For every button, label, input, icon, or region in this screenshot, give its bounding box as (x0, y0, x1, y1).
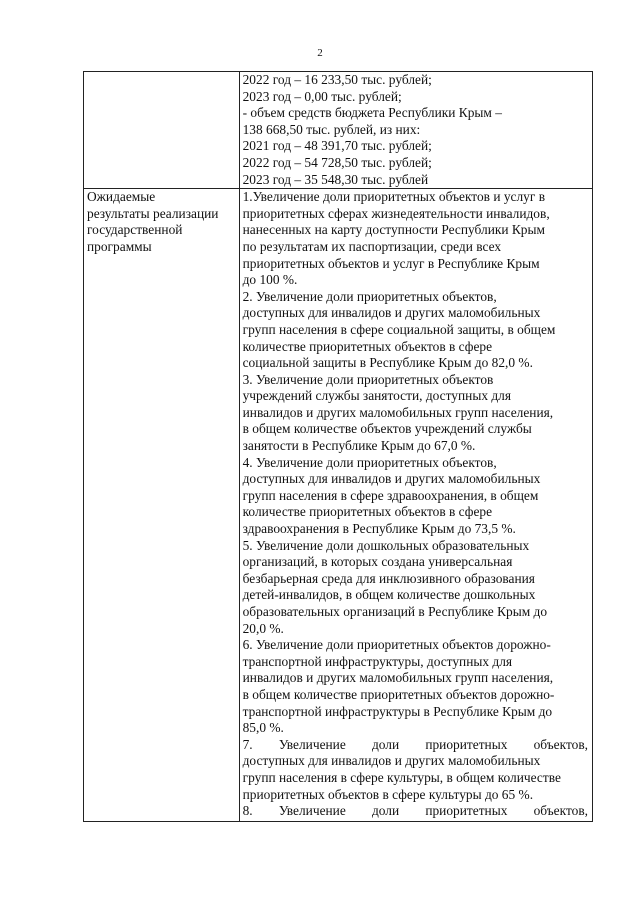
financing-line: 2021 год – 48 391,70 тыс. рублей; (242, 138, 432, 154)
table-row-financing (84, 72, 593, 189)
result-line: групп населения в сфере культуры, в общем количестве (242, 769, 561, 785)
result-line: учреждений службы занятости, доступных для (242, 388, 512, 404)
financing-line: 2022 год – 54 728,50 тыс. рублей; (242, 154, 432, 170)
result-line: 85,0 %. (242, 720, 284, 736)
result-line: нанесенных на карту доступности Республики Крым (242, 222, 545, 238)
result-line: 6. Увеличение доли приоритетных объектов дорожно- (242, 637, 551, 653)
result-line: групп населения в сфере социальной защиты, в общем (242, 321, 556, 337)
label-line: Ожидаемые (87, 189, 156, 205)
result-line: транспортной инфраструктуры в Республике Крым до (242, 703, 553, 719)
result-line: количестве приоритетных объектов в сфере (242, 338, 493, 354)
result-line: 4. Увеличение доли приоритетных объектов, (242, 454, 497, 470)
result-line: доступных для инвалидов и других маломобильных (242, 305, 541, 321)
page-number: 2 (317, 47, 323, 59)
result-line: инвалидов и других маломобильных групп населения, (242, 404, 554, 420)
financing-cell (239, 72, 592, 189)
result-line: в общем количестве объектов учреждений службы (242, 421, 532, 437)
label-line: программы (87, 238, 152, 254)
result-line: образовательных организаций в Республике Крым до (242, 604, 548, 619)
financing-line: 2022 год – 16 233,50 тыс. рублей; (242, 72, 432, 87)
result-line: организаций, в которых создана универсальная (242, 554, 513, 570)
result-line: доступных для инвалидов и других маломобильных (242, 753, 541, 769)
result-line: 5. Увеличение доли дошкольных образовательных (242, 537, 530, 553)
result-line: приоритетных объектов и услуг в Республике Крым (242, 255, 540, 271)
result-line: по результатам их паспортизации, среди всех (242, 238, 502, 254)
row-label-empty (84, 72, 240, 189)
result-line: безбарьерная среда для инклюзивного образования (242, 570, 535, 586)
result-line: 3. Увеличение доли приоритетных объектов (242, 371, 494, 387)
result-line: здравоохранения в Республике Крым до 73,5 %. (242, 521, 516, 537)
result-line: детей-инвалидов, в общем количестве дошкольных (242, 587, 536, 603)
result-line: транспортной инфраструктуры, доступных для (242, 653, 513, 669)
result-line: групп населения в сфере здравоохранения, в общем (242, 487, 539, 503)
result-line: инвалидов и других маломобильных групп населения, (242, 670, 554, 686)
result-line: 2. Увеличение доли приоритетных объектов, (242, 288, 497, 304)
financing-line: 138 668,50 тыс. рублей, из них: (242, 121, 421, 137)
result-line: занятости в Республике Крым до 67,0 %. (242, 438, 476, 454)
result-line: 1.Увеличение доли приоритетных объектов и услуг в (242, 189, 546, 205)
result-line: доступных для инвалидов и других маломобильных (242, 471, 541, 487)
result-line: приоритетных сферах жизнедеятельности инвалидов, (242, 205, 550, 221)
financing-line: 2023 год – 35 548,30 тыс. рублей (242, 171, 429, 187)
expected-results-label (84, 189, 240, 822)
financing-line: 2023 год – 0,00 тыс. рублей; (242, 88, 402, 104)
result-line: количестве приоритетных объектов в сфере (242, 504, 493, 520)
result-line: социальной защиты в Республике Крым до 82,0 %. (242, 355, 533, 371)
result-line: 20,0 %. (242, 620, 284, 636)
result-line: приоритетных объектов в сфере культуры до 65 %. (242, 786, 534, 802)
result-line: 8. Увеличение доли приоритетных объектов, (242, 803, 588, 819)
result-line: до 100 %. (242, 272, 298, 288)
result-line: 7. Увеличение доли приоритетных объектов, (242, 736, 588, 752)
expected-results-cell (239, 189, 592, 822)
financing-line: - объем средств бюджета Республики Крым – (242, 105, 502, 121)
program-passport-table (83, 71, 593, 822)
label-line: государственной (87, 222, 183, 238)
table-row-expected-results (84, 189, 593, 822)
label-line: результаты реализации (87, 205, 219, 221)
result-line: в общем количестве приоритетных объектов дорожно- (242, 686, 555, 702)
